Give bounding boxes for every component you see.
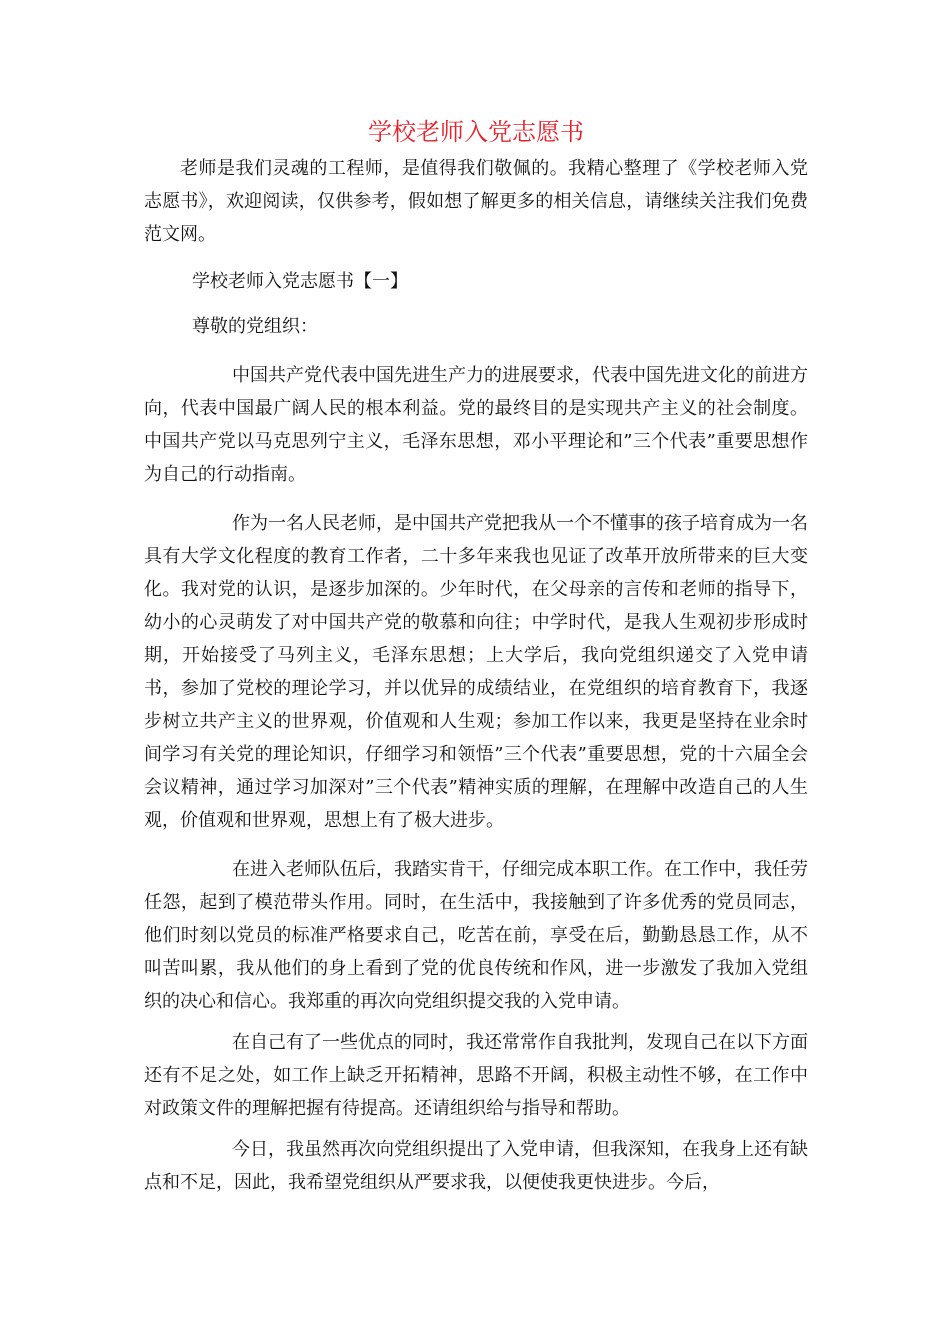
salutation: 尊敬的党组织： [192, 316, 318, 337]
body-paragraph-2: 作为一名人民老师，是中国共产党把我从一个不懂事的孩子培育成为一名具有大学文化程度的教育工作者，二十多年来我也见证了改革开放所带来的巨大变化。我对党的认识，是逐步加深的。少年时代，在父母亲的言传和老师的指导下，幼小的心灵萌发了对中国共产党的敬慕和向往；中学时代，是我人生观初步形成时期，开始接受了马列主义，毛泽东思想；上大学后，我向党组织递交了入党申请书，参加了党校的理论学习，并以优异的成绩结业，在党组织的培育教育下，我逐步树立共产主义的世界观，价值观和人生观；参加工作以来，我更是坚持在业余时间学习有关党的理论知识，仔细学习和领悟”三个代表”重要思想，党的十六届全会会议精神，通过学习加深对”三个代表”精神实质的理解，在理解中改造自己的人生观，价值观和世界观，思想上有了极大进步。 [144, 513, 808, 831]
body-paragraph-1: 中国共产党代表中国先进生产力的进展要求，代表中国先进文化的前进方向，代表中国最广阔人民的根本利益。党的最终目的是实现共产主义的社会制度。中国共产党以马克思列宁主义，毛泽东思想，邓小平理论和”三个代表”重要思想作为自己的行动指南。 [144, 365, 808, 485]
intro-paragraph: 老师是我们灵魂的工程师，是值得我们敬佩的。我精心整理了《学校老师入党志愿书》，欢迎阅读，仅供参考，假如想了解更多的相关信息，请继续关注我们免费范文网。 [144, 158, 808, 245]
document-page [144, 112, 808, 1199]
body-paragraph-5: 今日，我虽然再次向党组织提出了入党申请，但我深知，在我身上还有缺点和不足，因此，我希望党组织从严要求我，以便使我更快进步。今后， [144, 1139, 808, 1193]
body-paragraph-4: 在自己有了一些优点的同时，我还常常作自我批判，发现自己在以下方面还有不足之处，如工作上缺乏开拓精神，思路不开阔，积极主动性不够，在工作中对政策文件的理解把握有待提高。还请组织给与指导和帮助。 [144, 1032, 808, 1119]
section-heading: 学校老师入党志愿书【一】 [192, 271, 408, 292]
document-title: 学校老师入党志愿书 [368, 118, 584, 146]
body-paragraph-3: 在进入老师队伍后，我踏实肯干，仔细完成本职工作。在工作中，我任劳任怨，起到了模范带头作用。同时，在生活中，我接触到了许多优秀的党员同志，他们时刻以党员的标准严格要求自己，吃苦在前，享受在后，勤勤恳恳工作，从不叫苦叫累，我从他们的身上看到了党的优良传统和作风，进一步激发了我加入党组织的决心和信心。我郑重的再次向党组织提交我的入党申请。 [144, 859, 808, 1012]
